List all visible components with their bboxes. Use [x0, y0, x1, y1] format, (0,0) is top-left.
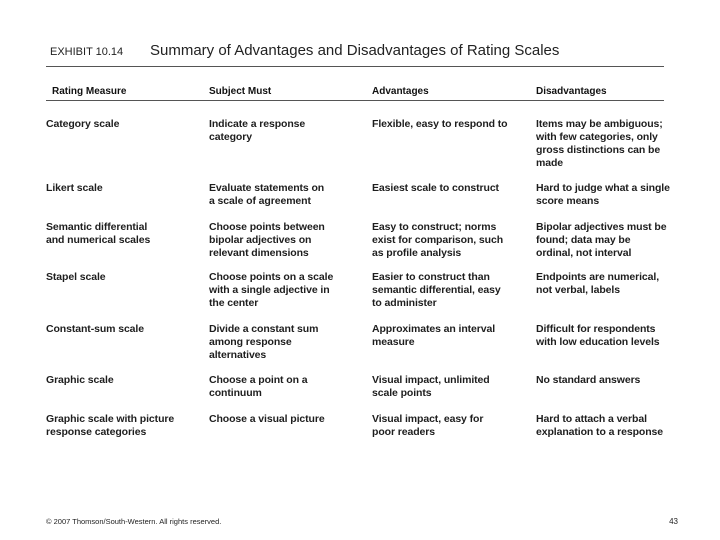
cell-advantages: Visual impact, unlimited scale points	[372, 374, 490, 399]
column-header-subject-must: Subject Must	[209, 86, 272, 97]
column-header-disadvantages: Disadvantages	[536, 86, 607, 97]
cell-disadvantages: Endpoints are numerical, not verbal, labels	[536, 271, 660, 296]
page-number: 43	[669, 517, 678, 526]
cell-subject-must: Evaluate statements on a scale of agreement	[209, 182, 325, 207]
cell-subject-must: Choose a visual picture	[209, 413, 325, 425]
cell-rating-measure: Graphic scale with picture response categories	[46, 413, 175, 438]
cell-advantages: Approximates an interval measure	[372, 323, 496, 348]
cell-subject-must: Choose points on a scale with a single adjective in the center	[209, 271, 334, 309]
cell-rating-measure: Graphic scale	[46, 374, 114, 386]
cell-advantages: Easiest scale to construct	[372, 182, 499, 194]
exhibit-title: Summary of Advantages and Disadvantages of Rating Scales	[150, 42, 560, 59]
cell-subject-must: Choose a point on a continuum	[209, 374, 308, 399]
cell-disadvantages: No standard answers	[536, 374, 641, 386]
title-divider	[46, 66, 664, 67]
cell-disadvantages: Bipolar adjectives must be found; data may be ordinal, not interval	[536, 221, 667, 259]
cell-advantages: Flexible, easy to respond to	[372, 118, 508, 130]
cell-rating-measure: Constant-sum scale	[46, 323, 144, 335]
column-header-rating-measure: Rating Measure	[52, 86, 127, 97]
cell-rating-measure: Semantic differential and numerical scales	[46, 221, 151, 246]
cell-disadvantages: Hard to attach a verbal explanation to a response	[536, 413, 664, 438]
cell-disadvantages: Difficult for respondents with low education levels	[536, 323, 660, 348]
column-header-advantages: Advantages	[372, 86, 429, 97]
cell-disadvantages: Items may be ambiguous; with few categories, only gross distinctions can be made	[536, 118, 663, 169]
cell-subject-must: Divide a constant sum among response alternatives	[209, 323, 319, 361]
exhibit-label: EXHIBIT 10.14	[50, 46, 124, 58]
cell-subject-must: Indicate a response category	[209, 118, 306, 143]
cell-disadvantages: Hard to judge what a single score means	[536, 182, 670, 207]
cell-rating-measure: Category scale	[46, 118, 120, 130]
cell-rating-measure: Stapel scale	[46, 271, 106, 283]
cell-advantages: Visual impact, easy for poor readers	[372, 413, 484, 438]
cell-subject-must: Choose points between bipolar adjectives on relevant dimensions	[209, 221, 325, 259]
cell-advantages: Easy to construct; norms exist for comparison, such as profile analysis	[372, 221, 504, 259]
copyright-notice: © 2007 Thomson/South-Western. All rights reserved.	[46, 517, 222, 526]
cell-advantages: Easier to construct than semantic differential, easy to administer	[372, 271, 501, 309]
header-divider	[46, 100, 664, 101]
cell-rating-measure: Likert scale	[46, 182, 103, 194]
